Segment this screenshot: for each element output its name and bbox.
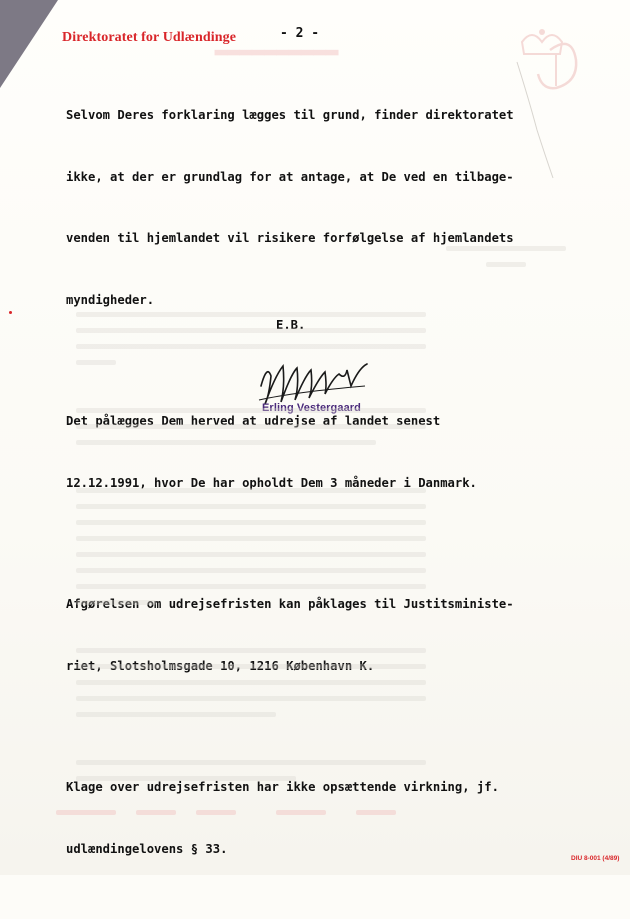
ink-speck bbox=[9, 311, 12, 314]
text-line: Klage over udrejsefristen har ikke opsættende virkning, jf. bbox=[66, 780, 499, 794]
text-line: myndigheder. bbox=[66, 292, 155, 307]
bleed-through-heading: ▂▂▂▂▂▂▂▂▂▂ bbox=[215, 38, 339, 55]
text-line: 12.12.1991, hvor De har opholdt Dem 3 måneder i Danmark. bbox=[66, 475, 477, 490]
name-stamp: Erling Vestergaard bbox=[262, 402, 362, 414]
folded-corner bbox=[0, 0, 58, 88]
text-line: Selvom Deres forklaring lægges til grund, finder direktoratet bbox=[66, 108, 514, 122]
text-line: venden til hjemlandet vil risikere forfølgelse af hjemlandets bbox=[66, 231, 514, 245]
bleed-through-text bbox=[196, 236, 556, 806]
initials: E.B. bbox=[276, 318, 306, 332]
text-line: ikke, at der er grundlag for at antage, at De ved en tilbage- bbox=[66, 169, 514, 184]
form-code: DIU 8-001 (4/89) bbox=[571, 855, 620, 862]
agency-name: Direktoratet for Udlændinge bbox=[62, 30, 237, 45]
text-line: Afgørelsen om udrejsefristen kan påklages til Justitsministe- bbox=[66, 597, 514, 611]
text-line: udlændingelovens § 33. bbox=[66, 841, 228, 856]
letter-header bbox=[62, 26, 622, 50]
text-line: riet, Slotsholmsgade 10, 1216 København K. bbox=[66, 658, 375, 673]
text-line: Det pålægges Dem herved at udrejse af landet senest bbox=[66, 414, 441, 428]
page-number: - 2 - bbox=[280, 26, 320, 41]
